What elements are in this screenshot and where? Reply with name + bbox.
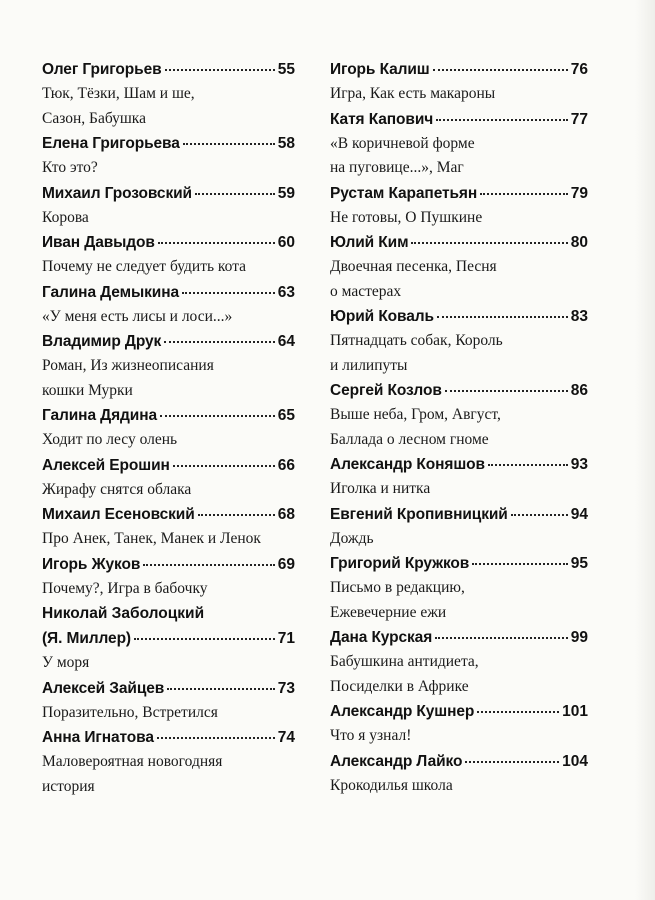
work-title-line: Корова [42, 208, 89, 226]
toc-entry [330, 502, 588, 552]
toc-entry [330, 57, 588, 107]
author-name: Рустам Карапетьян [330, 184, 478, 202]
page-number: 59 [277, 184, 295, 202]
page-number: 71 [277, 630, 295, 647]
page-number: 65 [277, 407, 295, 424]
author-name: Галина Дядина [42, 407, 158, 424]
author-row [330, 57, 588, 82]
author-row [330, 452, 588, 477]
page-number: 79 [570, 184, 588, 202]
toc-entry [42, 552, 295, 602]
dot-leader [465, 761, 559, 763]
toc-entry [42, 280, 295, 330]
author-name: Юрий Коваль [330, 308, 434, 325]
author-row [42, 329, 295, 354]
author-row [330, 749, 588, 774]
author-row [42, 57, 295, 82]
dot-leader [433, 69, 568, 71]
author-name: Галина Демыкина [42, 283, 179, 301]
work-title-line: Игра, Как есть макароны [330, 85, 496, 102]
page-number: 73 [277, 679, 295, 697]
author-row [42, 552, 295, 577]
work-title-line: Не готовы, О Пушкине [330, 208, 483, 226]
work-title-line: Дождь [330, 529, 374, 547]
author-row [42, 131, 295, 156]
author-name: Григорий Кружков [330, 555, 470, 572]
work-titles [42, 305, 295, 330]
author-name: Алексей Зайцев [42, 679, 165, 697]
toc-entry [330, 452, 588, 502]
work-title-line: Тюк, Тёзки, Шам и ше, [42, 85, 195, 102]
author-name: Михаил Есеновский [42, 506, 195, 523]
page-number: 99 [570, 629, 588, 646]
dot-leader [437, 316, 568, 318]
author-name: Игорь Жуков [42, 555, 141, 573]
work-title-line: У моря [42, 654, 90, 671]
toc-entry [42, 230, 295, 280]
dot-leader [167, 688, 275, 690]
author-name: Олег Григорьев [42, 61, 162, 78]
author-row [330, 625, 588, 650]
toc-entry [42, 601, 295, 676]
page-number: 86 [570, 382, 588, 399]
author-row [42, 725, 295, 750]
work-title-line: Ходит по лесу олень [42, 431, 178, 448]
author-name: Дана Курская [330, 629, 433, 646]
page-number: 93 [570, 456, 588, 473]
dot-leader [477, 711, 559, 713]
work-titles [42, 651, 295, 676]
work-titles [330, 650, 588, 699]
work-title-line: Посиделки в Африке [330, 677, 469, 695]
work-titles [42, 577, 295, 602]
author-name: Сергей Козлов [330, 382, 442, 399]
author-row [42, 280, 295, 305]
work-titles [42, 478, 295, 503]
work-titles [330, 403, 588, 452]
author-name: Катя Капович [330, 110, 434, 128]
work-title-line: о мастерах [330, 282, 402, 300]
author-row [42, 181, 295, 206]
author-row [42, 453, 295, 478]
toc-entry [330, 107, 588, 181]
toc-entry [42, 725, 295, 799]
work-title-line: Что я узнал! [330, 727, 412, 744]
author-name: Александр Коняшов [330, 456, 485, 473]
work-titles [330, 255, 588, 304]
dot-leader [157, 737, 275, 739]
work-titles [330, 576, 588, 625]
work-titles [42, 354, 295, 403]
author-row [330, 181, 588, 206]
author-name: Игорь Калиш [330, 61, 430, 78]
page-number: 68 [277, 506, 295, 523]
toc-entry [42, 57, 295, 131]
page-number: 63 [277, 283, 295, 301]
author-name: Александр Лайко [330, 752, 463, 770]
toc-entry [330, 699, 588, 749]
work-titles [330, 774, 588, 799]
toc-entry [42, 502, 295, 552]
author-name: (Я. Миллер) [42, 630, 131, 647]
page-number: 55 [277, 61, 295, 78]
author-row [330, 230, 588, 255]
toc-entry [42, 676, 295, 726]
author-name: Иван Давыдов [42, 234, 155, 251]
toc-entry [330, 378, 588, 452]
page-number: 69 [277, 555, 295, 573]
page-number: 74 [277, 729, 295, 746]
dot-leader [165, 69, 275, 71]
page-number: 64 [277, 333, 295, 350]
toc-entry [42, 131, 295, 181]
work-title-line: Двоечная песенка, Песня [330, 258, 497, 275]
author-name: Юлий Ким [330, 234, 409, 251]
work-titles [330, 132, 588, 181]
page-number: 77 [570, 110, 588, 128]
dot-leader [195, 193, 275, 195]
dot-leader [160, 415, 275, 417]
work-titles [42, 255, 295, 280]
work-titles [42, 527, 295, 552]
work-titles [330, 527, 588, 552]
dot-leader [164, 341, 275, 343]
work-title-line: «В коричневой форме [330, 134, 475, 152]
toc-entry [42, 453, 295, 503]
work-title-line: Пятнадцать собак, Король [330, 332, 503, 349]
work-title-line: и лилипуты [330, 356, 408, 374]
dot-leader [411, 242, 567, 244]
author-name: Алексей Ерошин [42, 456, 170, 474]
author-name: Михаил Грозовский [42, 184, 192, 202]
dot-leader [472, 563, 568, 565]
dot-leader [480, 193, 568, 195]
work-title-line: Выше неба, Гром, Август, [330, 406, 501, 423]
work-titles [42, 156, 295, 181]
work-title-line: Письмо в редакцию, [330, 579, 465, 596]
toc-entry [330, 230, 588, 304]
dot-leader [488, 464, 568, 466]
author-row [330, 378, 588, 403]
toc-entry [330, 181, 588, 231]
page-number: 83 [570, 308, 588, 325]
author-row [42, 676, 295, 701]
author-name-line: Николай Заболоцкий [42, 605, 205, 622]
page-number: 60 [277, 234, 295, 251]
dot-leader [182, 292, 275, 294]
work-titles [330, 477, 588, 502]
work-title-line: Бабушкина антидиета, [330, 653, 479, 670]
dot-leader [198, 514, 275, 516]
toc-entry [330, 625, 588, 699]
dot-leader [436, 119, 568, 121]
work-title-line: Кто это? [42, 159, 98, 176]
toc-right-column [330, 57, 588, 798]
work-titles [330, 724, 588, 749]
page-number: 94 [570, 505, 588, 523]
toc-entry [330, 304, 588, 378]
author-row [42, 230, 295, 255]
work-title-line: Почему?, Игра в бабочку [42, 579, 208, 597]
work-title-line: Ежевечерние ежи [330, 603, 447, 621]
work-titles [42, 428, 295, 453]
work-title-line: Жирафу снятся облака [42, 480, 192, 498]
author-name: Анна Игнатова [42, 729, 154, 746]
page-number: 80 [570, 234, 588, 251]
work-title-line: Почему не следует будить кота [42, 258, 247, 275]
work-title-line: Про Анек, Танек, Манек и Ленок [42, 530, 261, 547]
toc-left-column [42, 57, 295, 799]
page-number: 58 [277, 135, 295, 152]
author-row [42, 502, 295, 527]
work-title-line: Маловероятная новогодняя [42, 753, 223, 770]
toc-entry [42, 329, 295, 403]
author-row [42, 403, 295, 428]
dot-leader [183, 143, 275, 145]
page-number: 101 [562, 703, 588, 720]
author-name: Александр Кушнер [330, 703, 475, 720]
work-title-line: история [42, 777, 95, 795]
author-row [330, 551, 588, 576]
dot-leader [173, 465, 275, 467]
page-edge [635, 0, 655, 900]
work-title-line: Баллада о лесном гноме [330, 430, 489, 448]
page-number: 66 [277, 456, 295, 474]
work-titles [42, 750, 295, 799]
work-title-line: Роман, Из жизнеописания [42, 357, 214, 374]
toc-entry [42, 181, 295, 231]
work-title-line: на пуговице...», Маг [330, 159, 464, 176]
dot-leader [511, 514, 568, 516]
author-row [42, 626, 295, 651]
work-title-line: «У меня есть лисы и лоси...» [42, 307, 233, 325]
dot-leader [435, 637, 568, 639]
work-titles [42, 701, 295, 726]
toc-entry [330, 749, 588, 799]
author-row [330, 699, 588, 724]
dot-leader [134, 638, 275, 640]
dot-leader [445, 390, 568, 392]
work-title-line: Сазон, Бабушка [42, 109, 146, 127]
author-row [330, 304, 588, 329]
toc-entry [330, 551, 588, 625]
author-row [330, 107, 588, 132]
work-titles [330, 82, 588, 107]
work-title-line: кошки Мурки [42, 381, 133, 399]
work-titles [330, 329, 588, 378]
work-titles [330, 206, 588, 231]
page-number: 104 [562, 752, 588, 770]
author-name: Евгений Кропивницкий [330, 505, 508, 523]
work-title-line: Крокодилья школа [330, 776, 453, 794]
work-titles [42, 206, 295, 231]
work-titles [42, 82, 295, 131]
page-number: 95 [570, 555, 588, 572]
author-row [330, 502, 588, 527]
dot-leader [158, 242, 275, 244]
toc-entry [42, 403, 295, 453]
dot-leader [143, 564, 275, 566]
work-title-line: Поразительно, Встретился [42, 703, 218, 721]
author-name: Владимир Друк [42, 333, 162, 350]
author-name: Елена Григорьева [42, 135, 180, 152]
page-number: 76 [570, 61, 588, 78]
work-title-line: Иголка и нитка [330, 480, 431, 497]
